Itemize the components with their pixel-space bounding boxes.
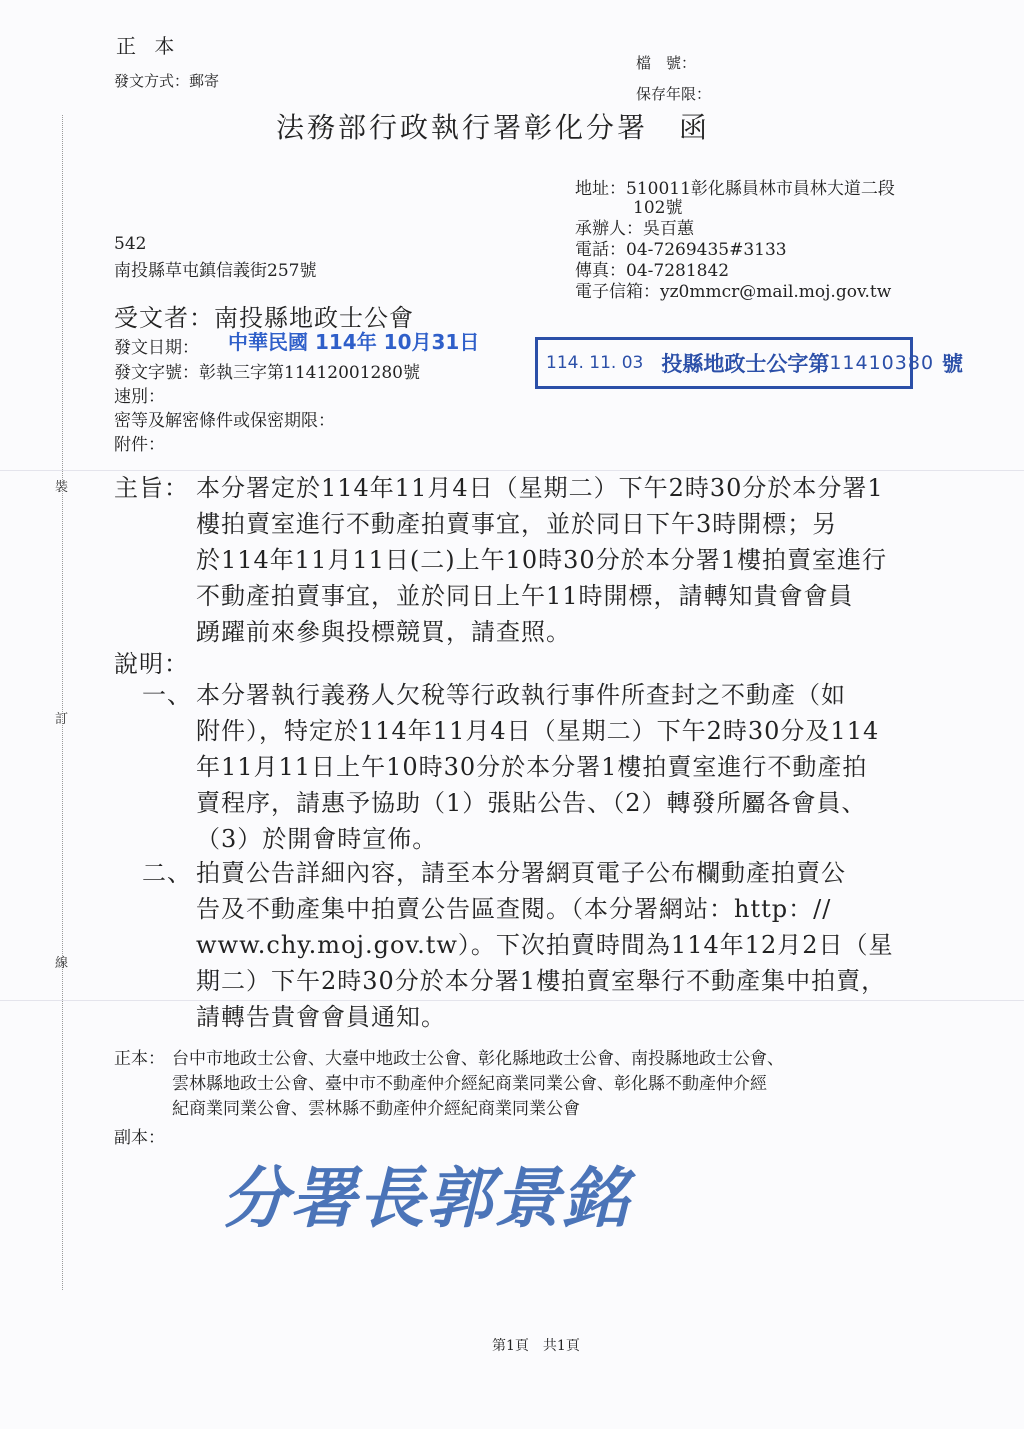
explanation-line: 賣程序，請惠予協助（1）張貼公告、（2）轉發所屬各會員、 bbox=[196, 789, 867, 817]
original-line: 台中市地政士公會、大臺中地政士公會、彰化縣地政士公會、南投縣地政士公會、 bbox=[172, 1049, 784, 1069]
file-no: 檔 號： bbox=[636, 54, 697, 72]
explanation-line: 請轉告貴會會員通知。 bbox=[196, 1003, 446, 1031]
receiver: 受文者：南投縣地政士公會 bbox=[114, 304, 414, 332]
issue-date-label: 發文日期： bbox=[114, 338, 199, 358]
explanation-line: 本分署執行義務人欠稅等行政執行事件所查封之不動產（如 bbox=[196, 681, 846, 709]
explanation-item-2 bbox=[142, 855, 894, 1035]
binding-margin-line bbox=[62, 115, 63, 1290]
explanation-line: www.chy.moj.gov.tw）。下次拍賣時間為114年12月2日（星 bbox=[196, 931, 894, 959]
subject-line: 踴躍前來參與投標競買，請查照。 bbox=[196, 618, 571, 646]
attachment: 附件： bbox=[114, 435, 165, 455]
subject-line: 不動產拍賣事宜，並於同日上午11時開標，請轉知貴會會員 bbox=[196, 582, 854, 610]
explanation-line: 拍賣公告詳細內容，請至本分署網頁電子公布欄動產拍賣公 bbox=[196, 859, 846, 887]
explanation-line: 年11月11日上午10時30分於本分署1樓拍賣室進行不動產拍 bbox=[196, 753, 868, 781]
margin-mark-staple: 訂 bbox=[55, 712, 69, 727]
subject-line: 本分署定於114年11月4日（星期二）下午2時30分於本分署1 bbox=[196, 474, 884, 502]
copy-label: 副本： bbox=[114, 1128, 165, 1148]
copy-type: 正 本 bbox=[116, 34, 181, 58]
sender-handler: 承辦人：吳百蕙 bbox=[575, 219, 694, 239]
sender-phone: 電話：04-7269435#3133 bbox=[575, 240, 787, 260]
explanation-line: （3）於開會時宣佈。 bbox=[196, 825, 438, 853]
page-number: 第1頁 共1頁 bbox=[492, 1338, 580, 1354]
subject bbox=[114, 470, 887, 650]
explanation-item-1 bbox=[142, 677, 879, 857]
margin-mark-bind: 裝 bbox=[55, 480, 69, 495]
distribution-original bbox=[114, 1047, 784, 1122]
receipt-date: 114. 11. 03 bbox=[546, 353, 644, 373]
receipt-suffix: 號 bbox=[942, 352, 964, 376]
explanation-label: 說明： bbox=[114, 650, 189, 678]
speed: 速別： bbox=[114, 387, 165, 407]
subject-line: 於114年11月11日(二)上午10時30分於本分署1樓拍賣室進行 bbox=[196, 546, 887, 574]
explanation-line: 告及不動產集中拍賣公告區查閱。（本分署網站：http：// bbox=[196, 895, 832, 923]
sender-fax: 傳真：04-7281842 bbox=[575, 261, 730, 281]
recipient-street: 南投縣草屯鎮信義街257號 bbox=[114, 261, 317, 281]
recipient-postal-code: 542 bbox=[114, 234, 147, 254]
issue-date-stamp: 中華民國 114年 10月31日 bbox=[228, 330, 480, 354]
original-label: 正本： bbox=[114, 1049, 165, 1069]
item-marker: 二、 bbox=[142, 859, 192, 887]
receipt-number: 11410380 bbox=[829, 352, 935, 374]
dispatch-method: 發文方式：郵寄 bbox=[114, 72, 220, 90]
explanation-line: 附件），特定於114年11月4日（星期二）下午2時30分及114 bbox=[196, 717, 880, 745]
subject-label: 主旨： bbox=[114, 474, 189, 502]
original-line: 雲林縣地政士公會、臺中市不動產仲介經紀商業同業公會、彰化縣不動產仲介經 bbox=[172, 1074, 767, 1094]
receipt-org: 投縣地政士公字第 bbox=[661, 352, 830, 376]
page-title: 法務部行政執行署彰化分署 函 bbox=[276, 111, 711, 144]
doc-number: 發文字號：彰執三字第11412001280號 bbox=[114, 363, 420, 383]
item-marker: 一、 bbox=[142, 681, 192, 709]
explanation-line: 期二）下午2時30分於本分署1樓拍賣室舉行不動產集中拍賣， bbox=[196, 967, 887, 995]
sender-address-line2: 102號 bbox=[633, 198, 683, 218]
sender-address-line1: 地址：510011彰化縣員林市員林大道二段 bbox=[575, 179, 895, 199]
secrecy: 密等及解密條件或保密期限： bbox=[114, 411, 335, 431]
signature: 分署長郭景銘 bbox=[222, 1159, 630, 1237]
receipt-stamp bbox=[535, 337, 964, 389]
sender-email: 電子信箱：yz0mmcr@mail.moj.gov.tw bbox=[575, 282, 892, 302]
retention-period: 保存年限： bbox=[636, 85, 712, 103]
margin-mark-line: 線 bbox=[55, 956, 69, 971]
original-line: 紀商業同業公會、雲林縣不動產仲介經紀商業同業公會 bbox=[172, 1099, 580, 1119]
subject-line: 樓拍賣室進行不動產拍賣事宜，並於同日下午3時開標；另 bbox=[196, 510, 838, 538]
